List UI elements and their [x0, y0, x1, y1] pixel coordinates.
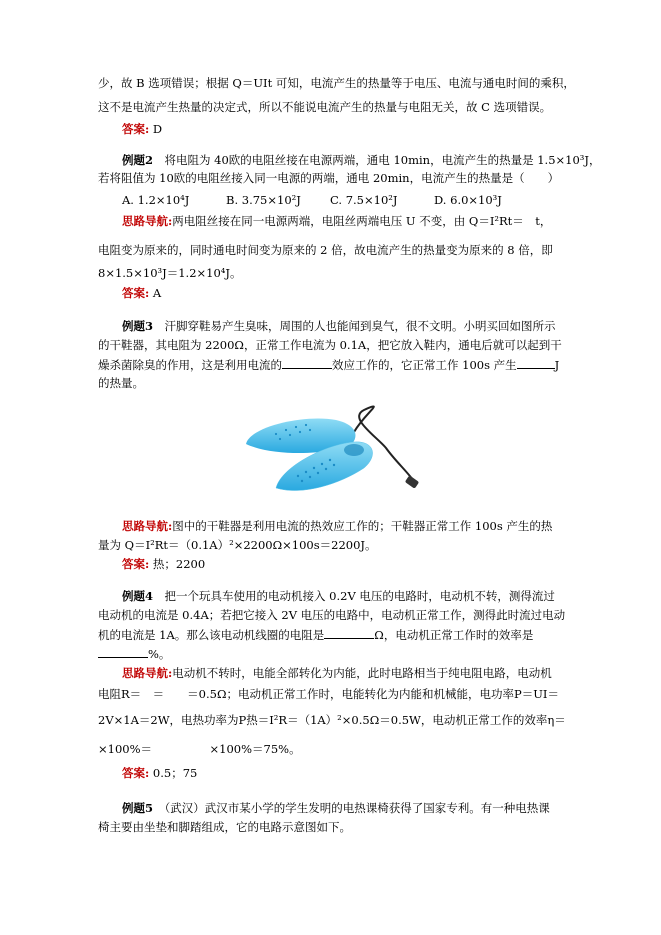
example-label: 例题2 — [122, 153, 154, 167]
shoe-dryer-image — [236, 392, 428, 500]
answer-line — [122, 556, 205, 572]
fill-blank — [324, 626, 374, 639]
text-line: 这不是电流产生热量的决定式，所以不能说电流产生的热量与电阻无关，故 C 选项错误。 — [98, 100, 552, 114]
answer-value: D — [152, 122, 163, 136]
text-line: 量为 Q＝I²Rt＝（0.1A）²×2200Ω×100s＝2200J。 — [98, 538, 377, 552]
text-line: 机的电流是 1A。那么该电动机线圈的电阻是 Ω，电动机正常工作时的效率是 — [98, 628, 534, 642]
text-line: 2V×1A＝2W，电热功率为P热＝I²R＝（1A）²×0.5Ω＝0.5W，电动机正常工作的效率η＝ — [98, 713, 566, 727]
text-line: 椅主要由坐垫和脚踏组成，它的电路示意图如下。 — [98, 820, 351, 834]
guide-line: 思路导航:两电阻丝接在同一电源两端，电阻丝两端电压 U 不变，由 Q＝I²Rt＝ t， — [122, 214, 552, 228]
guide-label: 思路导航: — [122, 214, 173, 228]
text-line: 电阻R＝ ＝ ＝0.5Ω；电动机正常工作时，电能转化为内能和机械能，电功率P＝UI＝ — [98, 687, 559, 701]
example-label: 例题3 — [122, 319, 154, 333]
text-line: 电阻变为原来的，同时通电时间变为原来的 2 倍，故电流产生的热量变为原来的 8 倍，即 — [98, 243, 553, 257]
option-b: B. 3.75×10²J — [226, 193, 301, 207]
text-line: 少，故 B 选项错误；根据 Q＝UIt 可知，电流产生的热量等于电压、电流与通电时间的乘积， — [98, 76, 575, 90]
answer-value: 热；2200 — [152, 557, 206, 571]
text-line: 8×1.5×10³J＝1.2×10⁴J。 — [98, 266, 242, 280]
fill-blank — [282, 356, 332, 369]
answer-line — [122, 121, 162, 137]
example-line: 例题5 （武汉）武汉市某小学的学生发明的电热课椅获得了国家专利。有一种电热课 — [122, 801, 550, 815]
answer-label: 答案: — [122, 766, 150, 780]
text-line: ×100%＝ ×100%＝75%。 — [98, 742, 301, 756]
answer-value: 0.5；75 — [152, 766, 198, 780]
example-line: 例题4 把一个玩具车使用的电动机接入 0.2V 电压的电路时，电动机不转，测得流过 — [122, 589, 555, 603]
example-label: 例题4 — [122, 589, 154, 603]
answer-line — [122, 285, 161, 301]
text-line: 电动机的电流是 0.4A；若把它接入 2V 电压的电路中，电动机正常工作，测得此时流过电动 — [98, 608, 566, 622]
guide-label: 思路导航: — [122, 666, 173, 680]
guide-label: 思路导航: — [122, 519, 173, 533]
guide-line: 思路导航:图中的干鞋器是利用电流的热效应工作的；干鞋器正常工作 100s 产生的热 — [122, 519, 553, 533]
fill-blank — [98, 645, 148, 658]
text-line: 燥杀菌除臭的作用，这是利用电流的 效应工作的，它正常工作 100s 产生 J — [98, 358, 560, 372]
fill-blank — [517, 356, 555, 369]
text-line: 的热量。 — [98, 376, 144, 390]
answer-value: A — [152, 286, 162, 300]
answer-label: 答案: — [122, 557, 150, 571]
text-line: 若将阻值为 10欧的电阻丝接入同一电源的两端，通电 20min，电流产生的热量是（ ） — [98, 171, 560, 185]
example-line: 例题2 将电阻为 40欧的电阻丝接在电源两端，通电 10min，电流产生的热量是 1.5×10³J， — [122, 153, 601, 167]
options-line — [122, 192, 538, 208]
answer-label: 答案: — [122, 286, 150, 300]
option-c: C. 7.5×10²J — [330, 193, 398, 207]
answer-label: 答案: — [122, 122, 150, 136]
answer-line — [122, 765, 197, 781]
example-label: 例题5 — [122, 801, 154, 815]
example-line: 例题3 汗脚穿鞋易产生臭味，周围的人也能闻到臭气，很不文明。小明买回如图所示 — [122, 319, 556, 333]
text-line: %。 — [98, 645, 170, 662]
option-a: A. 1.2×10⁴J — [122, 193, 190, 207]
text-line: 的干鞋器，其电阻为 2200Ω，正常工作电流为 0.1A，把它放入鞋内，通电后就可以起到干 — [98, 338, 562, 352]
guide-line: 思路导航:电动机不转时，电能全部转化为内能，此时电路相当于纯电阻电路，电动机 — [122, 666, 552, 680]
option-d: D. 6.0×10³J — [434, 193, 502, 207]
